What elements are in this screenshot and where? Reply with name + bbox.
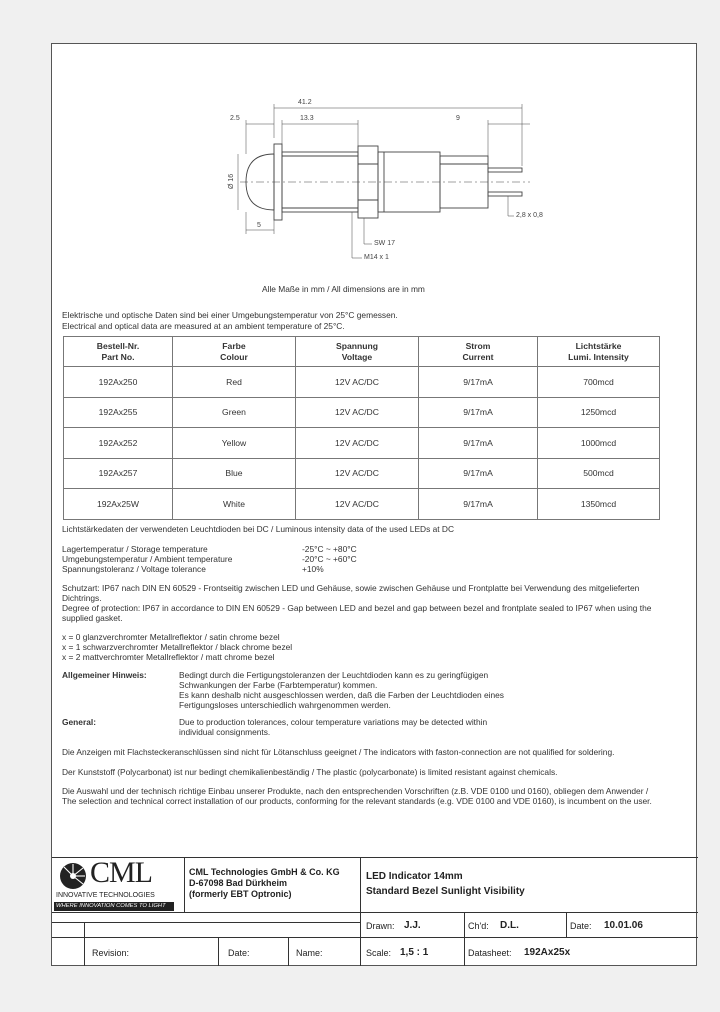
revision-name-label: Name: xyxy=(296,948,323,958)
cell-colour: Blue xyxy=(173,458,296,489)
table-row xyxy=(64,397,660,428)
cell-colour: Yellow xyxy=(173,428,296,459)
dim-pin-section: 2,8 x 0,8 xyxy=(516,212,543,219)
dim-pin-length: 9 xyxy=(456,115,460,122)
revision-label: Revision: xyxy=(92,948,130,958)
variant-x1: x = 1 schwarzverchromter Metallreflektor / black chrome bezel xyxy=(62,642,293,652)
datasheet-value: 192Ax25x xyxy=(524,947,571,958)
intro-en: Electrical and optical data are measured at an ambient temperature of 25°C. xyxy=(62,321,345,331)
cell-intensity: 1250mcd xyxy=(538,397,660,428)
company-name: CML Technologies GmbH & Co. KG xyxy=(189,867,340,877)
company-address: D-67098 Bad Dürkheim xyxy=(189,878,288,888)
cell-part-no: 192Ax255 xyxy=(64,397,173,428)
voltage-tol-value: +10% xyxy=(302,564,324,574)
product-subtitle: Standard Bezel Sunlight Visibility xyxy=(366,886,525,897)
header-current: Strom Current xyxy=(419,337,538,367)
protection-de-1: Schutzart: IP67 nach DIN EN 60529 - Frontseitig zwischen LED und Gehäuse, sowie zwischen Gehäuse und Frontplatte bei Verwendung des mitgelieferten xyxy=(62,583,640,593)
spec-table xyxy=(63,336,660,520)
table-row xyxy=(64,489,660,520)
cell-current: 9/17mA xyxy=(419,397,538,428)
selection-de: Die Auswahl und der technisch richtige Einbau unserer Produkte, nach den entsprechenden Vorschriften (z.B. VDE 0100 und 0160), obliegen dem Anwender / xyxy=(62,786,649,796)
checked-label: Ch'd: xyxy=(468,921,489,931)
cell-intensity: 1350mcd xyxy=(538,489,660,520)
header-voltage: Spannung Voltage xyxy=(296,337,419,367)
general-de-label: Allgemeiner Hinweis: xyxy=(62,670,147,680)
general-de-2: Schwankungen der Farbe (Farbtemperatur) kommen. xyxy=(179,680,378,690)
cell-intensity: 700mcd xyxy=(538,367,660,398)
general-de-1: Bedingt durch die Fertigungstoleranzen der Leuchtdioden kann es zu geringfügigen xyxy=(179,670,489,680)
table-row xyxy=(64,367,660,398)
date-value: 10.01.06 xyxy=(604,920,643,931)
intensity-note: Lichtstärkedaten der verwendeten Leuchtdioden bei DC / Luminous intensity data of the used LEDs at DC xyxy=(62,524,454,534)
dim-inner-length: 5 xyxy=(257,222,261,229)
ambient-value: -20°C ~ +60°C xyxy=(302,554,357,564)
datasheet-label: Datasheet: xyxy=(468,948,512,958)
cell-voltage: 12V AC/DC xyxy=(296,458,419,489)
cell-part-no: 192Ax25W xyxy=(64,489,173,520)
dim-total-length: 41.2 xyxy=(298,99,312,106)
protection-de-2: Dichtrings. xyxy=(62,593,102,603)
voltage-tol-label: Spannungstoleranz / Voltage tolerance xyxy=(62,564,206,574)
scale-value: 1,5 : 1 xyxy=(400,947,429,958)
plastic-note: Der Kunststoff (Polycarbonat) ist nur bedingt chemikalienbeständig / The plastic (polycarbonate) is limited resistant against chemicals. xyxy=(62,767,558,777)
cell-colour: Red xyxy=(173,367,296,398)
general-de-3: Es kann deshalb nicht ausgeschlossen werden, daß die Farben der Leuchtdioden eines xyxy=(179,690,504,700)
cell-current: 9/17mA xyxy=(419,458,538,489)
date-label: Date: xyxy=(570,921,592,931)
dim-bezel-thickness: 2.5 xyxy=(230,115,240,122)
table-row xyxy=(64,428,660,459)
storage-label: Lagertemperatur / Storage temperature xyxy=(62,544,208,554)
cell-current: 9/17mA xyxy=(419,367,538,398)
general-de-4: Fertigungsloses unterschiedlich wahrgenommen werden. xyxy=(179,700,391,710)
selection-en: The selection and technical correct installation of our products, conforming for the relevant standards (e.g. VDE 0100 and VDE 0160), is incumbent on the user. xyxy=(62,796,652,806)
logo-tagline: WHERE INNOVATION COMES TO LIGHT xyxy=(56,903,166,909)
cell-voltage: 12V AC/DC xyxy=(296,367,419,398)
cell-part-no: 192Ax250 xyxy=(64,367,173,398)
technical-drawing xyxy=(212,94,542,274)
scale-label: Scale: xyxy=(366,948,392,958)
drawn-value: J.J. xyxy=(404,920,421,931)
cell-colour: Green xyxy=(173,397,296,428)
storage-value: -25°C ~ +80°C xyxy=(302,544,357,554)
protection-en-2: supplied gasket. xyxy=(62,613,123,623)
table-row xyxy=(64,458,660,489)
protection-en-1: Degree of protection: IP67 in accordance to DIN EN 60529 - Gap between LED and bezel and gap between bezel and frontplate sealed to IP67 when using the xyxy=(62,603,652,613)
cell-part-no: 192Ax257 xyxy=(64,458,173,489)
cell-current: 9/17mA xyxy=(419,428,538,459)
drawn-label: Drawn: xyxy=(366,921,395,931)
datasheet-sheet xyxy=(51,43,697,966)
variant-x0: x = 0 glanzverchromter Metallreflektor / satin chrome bezel xyxy=(62,632,280,642)
cml-logo-icon xyxy=(58,861,88,891)
cell-colour: White xyxy=(173,489,296,520)
dim-diameter: Ø 16 xyxy=(228,173,235,189)
cell-voltage: 12V AC/DC xyxy=(296,489,419,520)
cell-intensity: 500mcd xyxy=(538,458,660,489)
general-en-label: General: xyxy=(62,717,96,727)
dim-thread: M14 x 1 xyxy=(364,254,389,261)
checked-value: D.L. xyxy=(500,920,519,931)
variant-x2: x = 2 mattverchromter Metallreflektor / matt chrome bezel xyxy=(62,652,275,662)
dim-body-length: 13.3 xyxy=(300,115,314,122)
header-colour: Farbe Colour xyxy=(173,337,296,367)
cell-intensity: 1000mcd xyxy=(538,428,660,459)
logo-text: CML xyxy=(90,856,153,889)
logo-sub: INNOVATIVE TECHNOLOGIES xyxy=(56,892,155,899)
general-en-2: individual consignments. xyxy=(179,727,271,737)
cell-voltage: 12V AC/DC xyxy=(296,397,419,428)
header-intensity: Lichtstärke Lumi. Intensity xyxy=(538,337,660,367)
intro-de: Elektrische und optische Daten sind bei einer Umgebungstemperatur von 25°C gemessen. xyxy=(62,310,398,320)
cell-part-no: 192Ax252 xyxy=(64,428,173,459)
product-title: LED Indicator 14mm xyxy=(366,871,463,882)
general-en-1: Due to production tolerances, colour temperature variations may be detected within xyxy=(179,717,488,727)
table-header-row xyxy=(64,337,660,367)
company-former: (formerly EBT Optronic) xyxy=(189,889,292,899)
cell-voltage: 12V AC/DC xyxy=(296,428,419,459)
ambient-label: Umgebungstemperatur / Ambient temperature xyxy=(62,554,233,564)
cell-current: 9/17mA xyxy=(419,489,538,520)
solder-note: Die Anzeigen mit Flachsteckeranschlüssen sind nicht für Lötanschluss geeignet / The indicators with faston-connection are not qualified for soldering. xyxy=(62,747,615,757)
header-part-no: Bestell-Nr. Part No. xyxy=(64,337,173,367)
dim-wrench-size: SW 17 xyxy=(374,240,396,247)
revision-date-label: Date: xyxy=(228,948,250,958)
units-note: Alle Maße in mm / All dimensions are in mm xyxy=(262,284,425,294)
